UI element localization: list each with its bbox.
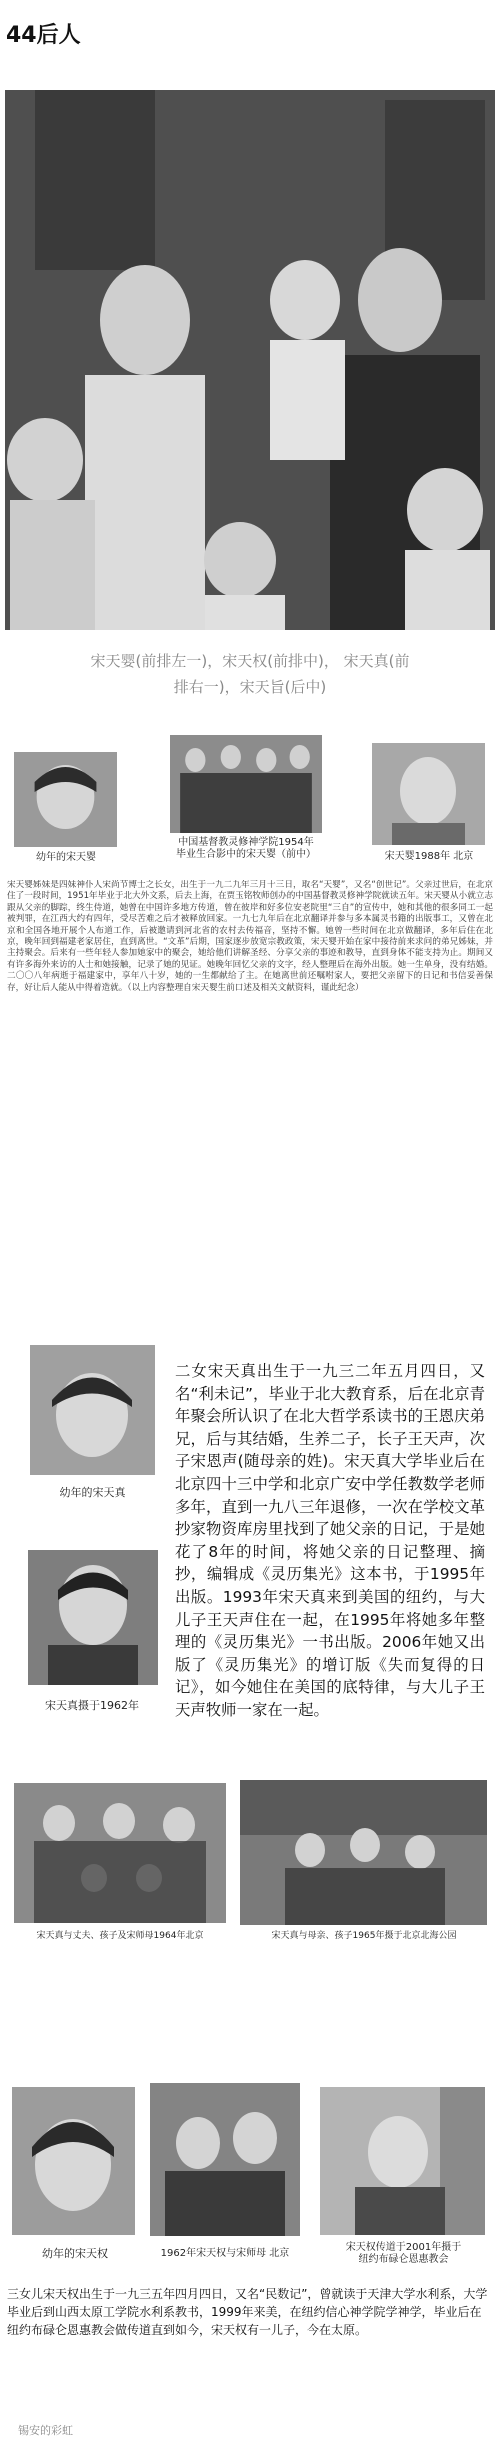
tianzhen-child-photo	[30, 1345, 155, 1475]
footer-watermark: 锡安的彩虹	[18, 2424, 73, 2437]
tianquan-1962-caption: 1962年宋天权与宋师母 北京	[160, 2248, 290, 2259]
main-caption-line2: 排右一)，宋天旨(后中)	[173, 678, 327, 696]
main-caption-line1: 宋天婴(前排左一)，宋天权(前排中)， 宋天真(前	[90, 652, 410, 670]
tianzhen-beihai-1965-photo	[240, 1780, 487, 1925]
tianquan-biography-text: 三女儿宋天权出生于一九三五年四月四日，又名“民数记”，曾就读于天津大学水利系，大学毕业后到山西太原工学院水利系教书，1999年来美，在纽约信心神学院学神学，毕业后在纽约布碌仑恩惠教会做传道直到如今，宋天权有一儿子，今在太原。	[7, 2287, 488, 2337]
seminary-caption-line1: 中国基督教灵修神学院1954年	[178, 837, 314, 848]
tianquan-2001-caption-line2: 纽约布碌仑恩惠教会	[358, 2254, 449, 2265]
tianying-1988-photo	[372, 743, 485, 845]
tianquan-1962-photo	[150, 2083, 300, 2236]
tianquan-2001-photo	[320, 2087, 485, 2235]
tianzhen-child-caption: 幼年的宋天真	[59, 1486, 126, 1499]
tianquan-child-caption: 幼年的宋天权	[42, 2247, 108, 2260]
tianzhen-1962-photo	[28, 1550, 158, 1685]
seminary-caption-line2: 毕业生合影中的宋天婴（前中）	[176, 849, 316, 860]
page-title: 44后人	[6, 23, 81, 48]
tianzhen-biography-text: 二女宋天真出生于一九三二年五月四日，又名“利未记”，毕业于北大教育系，后在北京青年聚会所认识了在北大哲学系读书的王恩庆弟兄，后与其结婚，生养二子，长子王天声，次子宋恩声(随母亲的姓)。宋天真大学毕业后在北京四十三中学和北京广安中学任教数学老师多年，直到一九八三年退修，一次在学校文革抄家物资库房里找到了她父亲的日记，于是她花了8年的时间，将她父亲的日记整理、摘抄，编辑成《灵历集光》这本书，于1995年出版。1993年宋天真来到美国的纽约，与大儿子王天声住在一起，在1995年将她多年整理的《灵历集光》一书出版。2006年她又出版了《灵历集光》的增订版《失而复得的日记》，如今她住在美国的底特律，与大儿子王天声牧师一家在一起。	[175, 1362, 485, 1719]
family-1964-caption: 宋天真与丈夫、孩子及宋师母1964年北京	[36, 1931, 204, 1941]
tianquan-child-photo	[12, 2087, 135, 2235]
tianying-1988-caption: 宋天婴1988年 北京	[384, 851, 474, 862]
tianzhen-1962-caption: 宋天真摄于1962年	[45, 1699, 139, 1712]
tianquan-2001-caption-line1: 宋天权传道于2001年摄于	[345, 2242, 462, 2253]
beihai-1965-caption: 宋天真与母亲、孩子1965年摄于北京北海公园	[271, 1931, 457, 1941]
main-family-photo	[5, 90, 495, 630]
tianying-child-caption: 幼年的宋天婴	[36, 852, 96, 863]
tianying-child-photo	[14, 752, 117, 847]
seminary-group-photo	[170, 735, 322, 833]
tianying-biography-text: 宋天婴姊妹是四妹神仆人宋尚节博士之长女，出生于一九二九年三月十三日，取名“天婴”，又名“创世记”。父亲过世后，在北京住了一段时间，1951年毕业于北大外文系，后去上海，在贾玉铭牧师创办的中国基督教灵修神学院就读五年。宋天婴从小就立志跟从父亲的脚踪，终生侍道，她曾在中国许多地方传道，曾在彼岸和好多位安老院里“三自”的宣传中，她和其他的很多同工一起被判罪，在江西大约有四年，受尽苦难之后才被释放回家。一九七九年后在北京翻译并参与多本属灵书籍的出版事工，又曾在北京和全国各地开展个人布道工作，后被邀请到河北省的农村去传福音，坚持不懈。她曾一些时间在北京做翻译，多年后住在北京，晚年回到福建老家居住，直到离世。“文革”后期，国家逐步放宽宗教政策，宋天婴开始在家中接待前来求问的弟兄姊妹，并主持聚会。后来有一些年轻人参加她家中的聚会，她给他们讲解圣经、分享父亲的事迹和教导，直到身体不能支持为止。期间又有许多海外来访的人士和她接触，记录了她的见证。她晚年回忆父亲的文字，经人整理后在海外出版。她一生单身，没有结婚。二〇〇八年病逝于福建家中，享年八十岁，她的一生都献给了主。在她离世前还嘱咐家人，要把父亲留下的日记和书信妥善保存，好让后人能从中得着造就。（以上内容整理自宋天婴生前口述及相关文献资料，谨此纪念）	[7, 880, 493, 993]
tianzhen-family-1964-photo	[14, 1783, 226, 1923]
